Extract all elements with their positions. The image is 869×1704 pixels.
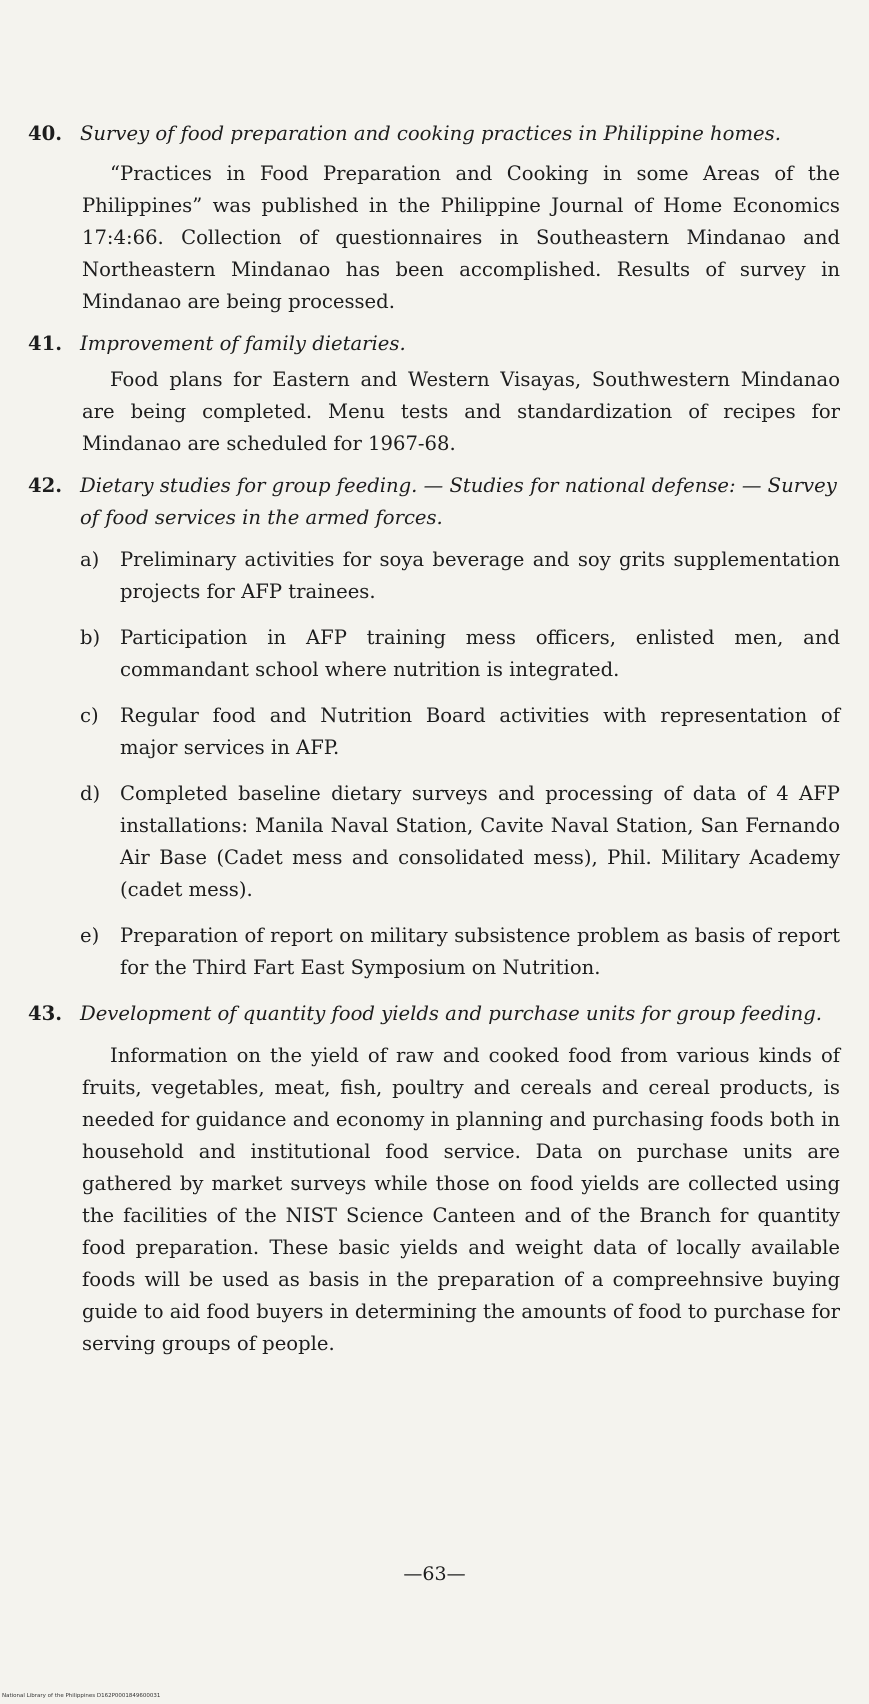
item-43 bbox=[28, 998, 840, 1360]
sub-item-text: Preliminary activities for soya beverage and soy grits supplementation projects for AFP trainees. bbox=[120, 548, 840, 603]
item-40 bbox=[28, 118, 840, 318]
item-heading bbox=[28, 118, 840, 150]
item-paragraph: “Practices in Food Preparation and Cooking in some Areas of the Philippines” was published in the Philippine Journal of Home Economics 17:4:66. Collection of questionnaires in Southeastern Mindanao and Northeastern Mindanao has been accomplished. Results of survey in Mindanao are being processed. bbox=[82, 162, 840, 313]
sub-item-label: d) bbox=[80, 782, 101, 805]
sub-item-text: Completed baseline dietary surveys and processing of data of 4 AFP installations: Manila Naval Station, Cavite Naval Station, San Fernando Air Base (Cadet mess and consolidated mess), Phil. Military Academy (cadet mess). bbox=[120, 782, 840, 901]
item-number: 43. bbox=[28, 1002, 63, 1025]
sub-item-text: Regular food and Nutrition Board activities with representation of major services in AFP. bbox=[120, 704, 840, 759]
sub-item-label: c) bbox=[80, 704, 99, 727]
item-paragraph: Food plans for Eastern and Western Visayas, Southwestern Mindanao are being completed. Menu tests and standardization of recipes for Mindanao are scheduled for 1967-68. bbox=[82, 368, 840, 455]
item-title: Improvement of family dietaries. bbox=[80, 332, 406, 355]
body-text bbox=[28, 118, 840, 1360]
sub-item-text: Participation in AFP training mess officers, enlisted men, and commandant school where nutrition is integrated. bbox=[120, 626, 840, 681]
sub-item-label: e) bbox=[80, 924, 100, 947]
sub-item-d bbox=[28, 778, 840, 906]
page-number: —63— bbox=[403, 1563, 466, 1585]
item-title: Dietary studies for group feeding. — Studies for national defense: — Survey of food services in the armed forces. bbox=[80, 474, 837, 529]
sub-item-text: Preparation of report on military subsistence problem as basis of report for the Third Fart East Symposium on Nutrition. bbox=[120, 924, 840, 979]
item-title: Development of quantity food yields and purchase units for group feeding. bbox=[80, 1002, 822, 1025]
item-42 bbox=[28, 470, 840, 984]
item-heading bbox=[28, 470, 840, 534]
item-number: 41. bbox=[28, 332, 63, 355]
sub-item-c bbox=[28, 700, 840, 764]
sub-item-e bbox=[28, 920, 840, 984]
sub-item-label: b) bbox=[80, 626, 101, 649]
item-heading bbox=[28, 998, 840, 1030]
item-number: 40. bbox=[28, 122, 63, 145]
scan-credit: National Library of the Philippines D162P0001849600031 bbox=[2, 1693, 161, 1699]
sub-item-list bbox=[28, 544, 840, 984]
item-heading bbox=[28, 328, 840, 360]
sub-item-a bbox=[28, 544, 840, 608]
sub-item-b bbox=[28, 622, 840, 686]
item-title: Survey of food preparation and cooking practices in Philippine homes. bbox=[80, 122, 781, 145]
sub-item-label: a) bbox=[80, 548, 100, 571]
item-paragraph: Information on the yield of raw and cooked food from various kinds of fruits, vegetables, meat, fish, poultry and cereals and cereal products, is needed for guidance and economy in planning and purchasing foods both in household and institutional food service. Data on purchase units are gathered by market surveys while those on food yields are collected using the facilities of the NIST Science Canteen and of the Branch for quantity food preparation. These basic yields and weight data of locally available foods will be used as basis in the preparation of a compreehnsive buying guide to aid food buyers in determining the amounts of food to purchase for serving groups of people. bbox=[82, 1044, 840, 1355]
item-41 bbox=[28, 328, 840, 460]
item-number: 42. bbox=[28, 474, 63, 497]
